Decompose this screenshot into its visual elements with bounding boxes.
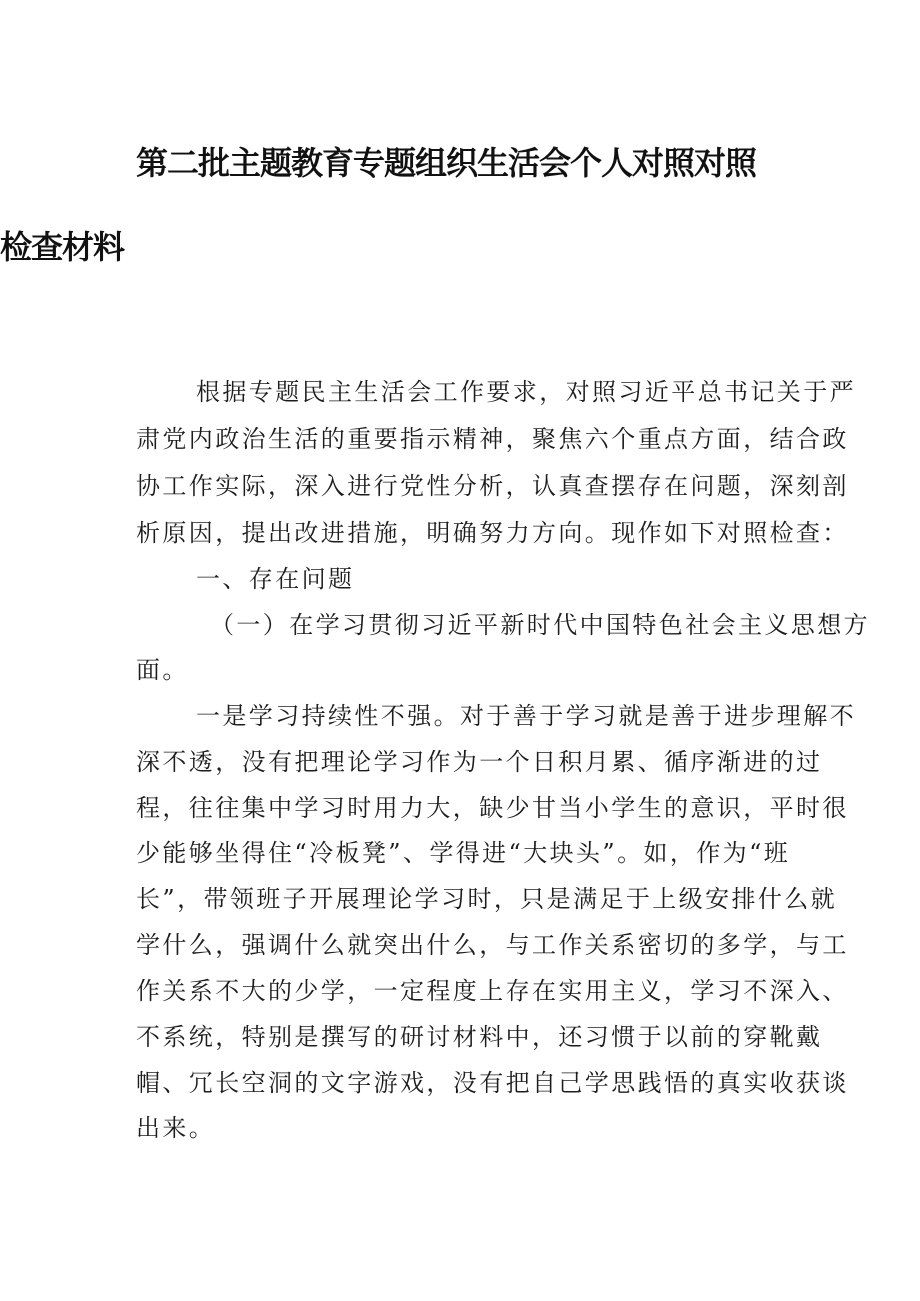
- paragraph-issue-line-8: 不系统，特别是撰写的研讨材料中，还习惯于以前的穿靴戴: [136, 1023, 823, 1051]
- paragraph-intro-line-1: 根据专题民主生活会工作要求，对照习近平总书记关于严: [196, 378, 856, 406]
- paragraph-issue-line-4: 少能够坐得住“冷板凳”、学得进“大块头”。如，作为“班: [136, 839, 791, 867]
- paragraph-issue-line-6: 学什么，强调什么就突出什么，与工作关系密切的多学，与工: [136, 931, 849, 959]
- paragraph-issue-line-1: 一是学习持续性不强。对于善于学习就是善于进步理解不: [196, 702, 856, 730]
- paragraph-intro-line-2: 肃党内政治生活的重要指示精神，聚焦六个重点方面，结合政: [136, 425, 849, 453]
- paragraph-issue-line-5: 长”，带领班子开展理论学习时，只是满足于上级安排什么就: [136, 885, 838, 913]
- paragraph-intro-line-4: 析原因，提出改进措施，明确努力方向。现作如下对照检查：: [136, 519, 849, 547]
- section-heading: 一、存在问题: [196, 565, 355, 593]
- paragraph-issue-line-7: 作关系不大的少学，一定程度上存在实用主义，学习不深入、: [136, 977, 849, 1005]
- document-title-line-2: 检查材料: [0, 228, 125, 266]
- document-title-line-1: 第二批主题教育专题组织生活会个人对照对照: [136, 144, 757, 182]
- subsection-heading-line-2: 面。: [136, 656, 189, 684]
- paragraph-intro-line-3: 协工作实际，深入进行党性分析，认真查摆存在问题，深刻剖: [136, 472, 849, 500]
- subsection-heading-line-1: （一）在学习贯彻习近平新时代中国特色社会主义思想方: [210, 611, 870, 639]
- paragraph-issue-line-9: 帽、冗长空洞的文字游戏，没有把自己学思践悟的真实收获谈: [136, 1069, 849, 1097]
- paragraph-issue-line-10: 出来。: [136, 1114, 216, 1142]
- paragraph-issue-line-2: 深不透，没有把理论学习作为一个日积月累、循序渐进的过: [136, 748, 823, 776]
- paragraph-issue-line-3: 程，往往集中学习时用力大，缺少甘当小学生的意识，平时很: [136, 794, 849, 822]
